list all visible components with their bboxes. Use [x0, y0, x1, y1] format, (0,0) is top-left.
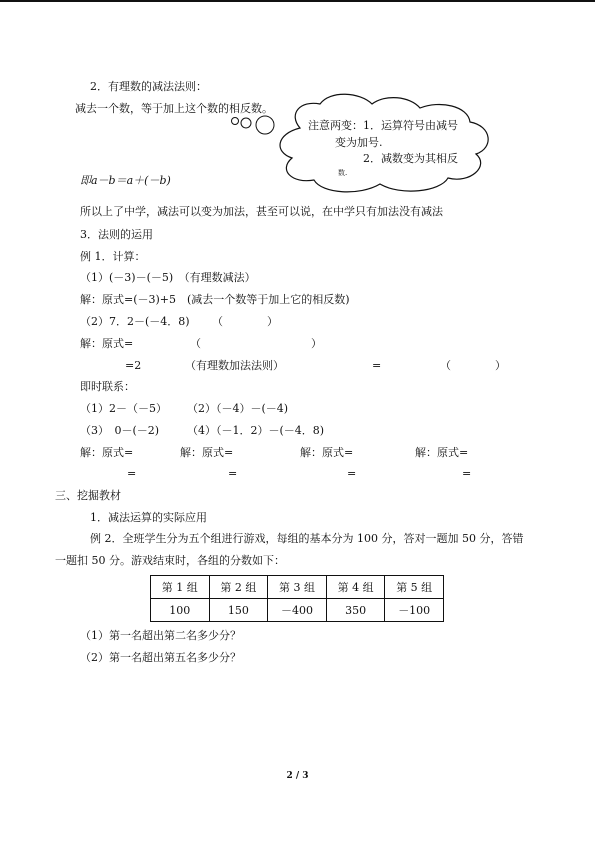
thought-bubble-callout [0, 0, 595, 200]
callout-line-4: 数. [338, 169, 348, 177]
example1-label: 例 1．计算： [80, 250, 146, 263]
callout-line-2: 变为加号. [335, 136, 383, 149]
example1-answer-2-blank: （ ） [190, 337, 322, 350]
example2-question-1: （1）第一名超出第二名多少分？ [80, 629, 241, 642]
practice-problem-1: （1）2－（－5） [80, 402, 167, 415]
example1-answer-2-blank2: （ ） [440, 359, 506, 372]
table-cell: 350 [326, 599, 385, 622]
example2-line-1: 例 2．全班学生分为五个组进行游戏，每组的基本分为 100 分，答对一题加 50 分，答错 [90, 532, 524, 545]
table-header-cell: 第 4 组 [326, 576, 385, 599]
practice-solution-2: 解：原式= [180, 446, 234, 459]
example1-answer-2-step2: =2 [125, 359, 142, 372]
practice-equals-1: = [127, 467, 137, 480]
page-number: 2 / 3 [286, 771, 309, 781]
practice-problem-2: （2）（－4）－(－4) [187, 402, 289, 415]
callout-line-3: 2．减数变为其相反 [363, 152, 458, 165]
practice-solution-4: 解：原式= [415, 446, 469, 459]
example2-line-2: 一题扣 50 分。游戏结束时，各组的分数如下： [55, 554, 285, 567]
example2-question-2: （2）第一名超出第五名多少分？ [80, 651, 241, 664]
section-three-heading: 三、挖掘教材 [55, 489, 121, 502]
table-header-cell: 第 2 组 [209, 576, 268, 599]
practice-problem-4: （4）（－1．2）－(－4．8) [187, 424, 325, 437]
table-cell: 100 [151, 599, 210, 622]
practice-solution-3: 解：原式= [300, 446, 354, 459]
practice-equals-4: = [462, 467, 472, 480]
section3-heading: 3．法则的运用 [80, 228, 153, 241]
section-three-subheading: 1．减法运算的实际应用 [90, 511, 207, 524]
practice-equals-3: = [347, 467, 357, 480]
table-cell: －400 [268, 599, 327, 622]
example1-question-1: （1）(－3)－(－5) （有理数减法） [80, 271, 256, 284]
table-cell: －100 [385, 599, 444, 622]
subtraction-rule: 减去一个数，等于加上这个数的相反数。 [75, 102, 273, 115]
table-header-cell: 第 5 组 [385, 576, 444, 599]
practice-equals-2: = [228, 467, 238, 480]
table-row [151, 599, 444, 622]
example1-answer-2: 解：原式= [80, 337, 134, 350]
example1-answer-2-step3: = [372, 359, 382, 372]
table-header-cell: 第 3 组 [268, 576, 327, 599]
practice-solution-1: 解：原式= [80, 446, 134, 459]
group-scores-table [150, 575, 444, 622]
practice-problem-3: （3） 0－(－2) [80, 424, 160, 437]
section2-heading: 2．有理数的减法法则： [90, 80, 207, 93]
example1-answer-2-rule: （有理数加法法则） [185, 359, 284, 372]
example1-answer-1: 解：原式=(－3)+5 (减去一个数等于加上它的相反数) [80, 293, 350, 306]
table-cell: 150 [209, 599, 268, 622]
example1-question-2-blank: （ ） [212, 315, 278, 328]
example1-question-2: （2）7．2－(－4．8) [80, 315, 190, 328]
subtraction-remark: 所以上了中学，减法可以变为加法，甚至可以说，在中学只有加法没有减法 [80, 205, 443, 218]
callout-line-1: 注意两变：1．运算符号由减号 [308, 119, 458, 132]
table-header-cell: 第 1 组 [151, 576, 210, 599]
subtraction-formula: 即a－b＝a＋(－b) [80, 174, 171, 187]
table-header-row [151, 576, 444, 599]
practice-heading: 即时联系： [80, 380, 135, 393]
